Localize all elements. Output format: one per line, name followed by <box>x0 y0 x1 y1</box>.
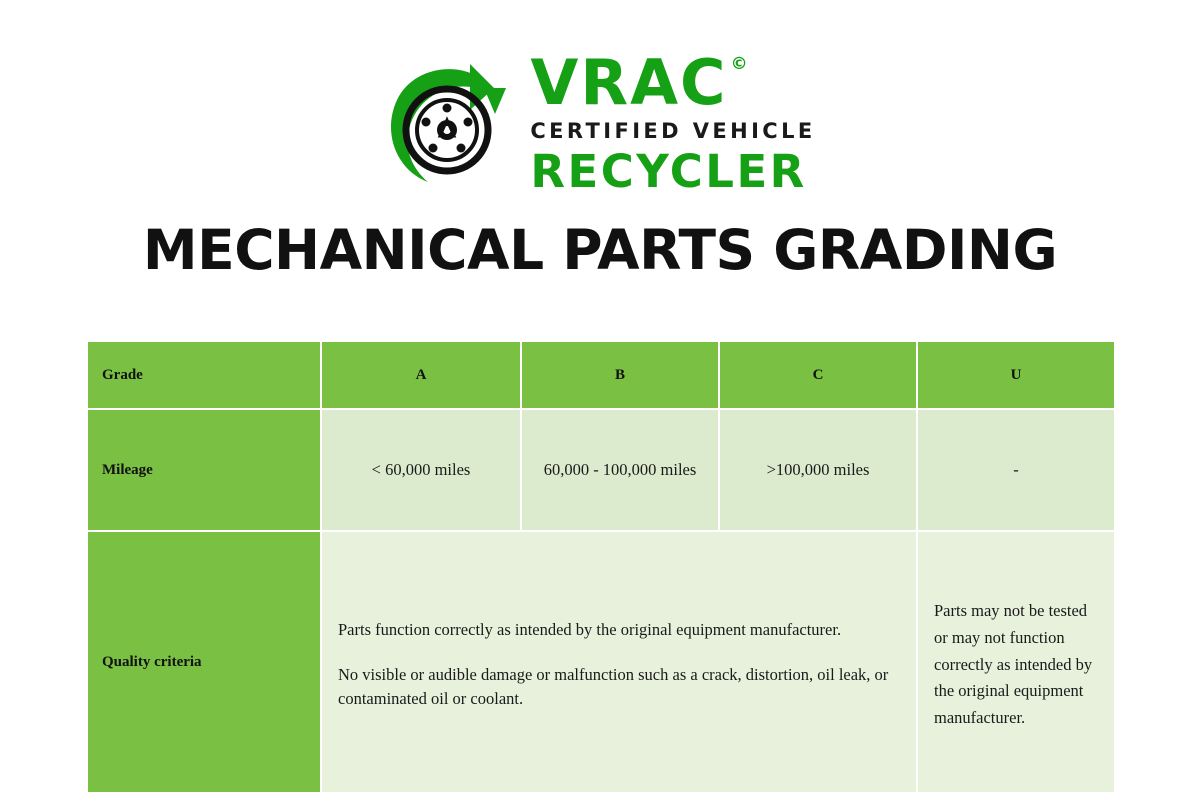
header-grade-c: C <box>719 341 917 409</box>
mechanical-parts-grading-table <box>86 340 1116 794</box>
header-grade-label: Grade <box>87 341 321 409</box>
header-grade-b: B <box>521 341 719 409</box>
quality-criteria-paragraph-1: Parts function correctly as intended by the original equipment manufacturer. <box>338 619 842 639</box>
logo-tagline: CERTIFIED VEHICLE <box>530 119 816 143</box>
vrac-logo <box>0 48 1200 198</box>
table-row-quality-criteria <box>87 531 1115 793</box>
logo-inner <box>384 46 816 198</box>
logo-brand <box>530 46 750 119</box>
header-grade-a: A <box>321 341 521 409</box>
logo-wordmark <box>530 46 816 198</box>
header-grade-u: U <box>917 341 1115 409</box>
page-title: MECHANICAL PARTS GRADING <box>142 218 1058 282</box>
row-label-mileage: Mileage <box>87 409 321 531</box>
quality-criteria-abc <box>321 531 917 793</box>
quality-criteria-paragraph-2: No visible or audible damage or malfunction such as a crack, distortion, oil leak, or contaminated oil or coolant. <box>338 664 889 709</box>
recycling-wheel-icon <box>384 58 516 188</box>
table-header-row <box>87 341 1115 409</box>
row-label-quality-criteria: Quality criteria <box>87 531 321 793</box>
mileage-grade-u: - <box>917 409 1115 531</box>
mileage-grade-b: 60,000 - 100,000 miles <box>521 409 719 531</box>
quality-criteria-u: Parts may not be tested or may not function correctly as intended by the original equipment manufacturer. <box>917 531 1115 793</box>
mileage-grade-a: < 60,000 miles <box>321 409 521 531</box>
logo-recycler: RECYCLER <box>530 145 807 198</box>
logo-brand-text: VRAC <box>530 46 728 119</box>
mileage-grade-c: >100,000 miles <box>719 409 917 531</box>
registered-mark: © <box>730 54 750 74</box>
table-row-mileage <box>87 409 1115 531</box>
